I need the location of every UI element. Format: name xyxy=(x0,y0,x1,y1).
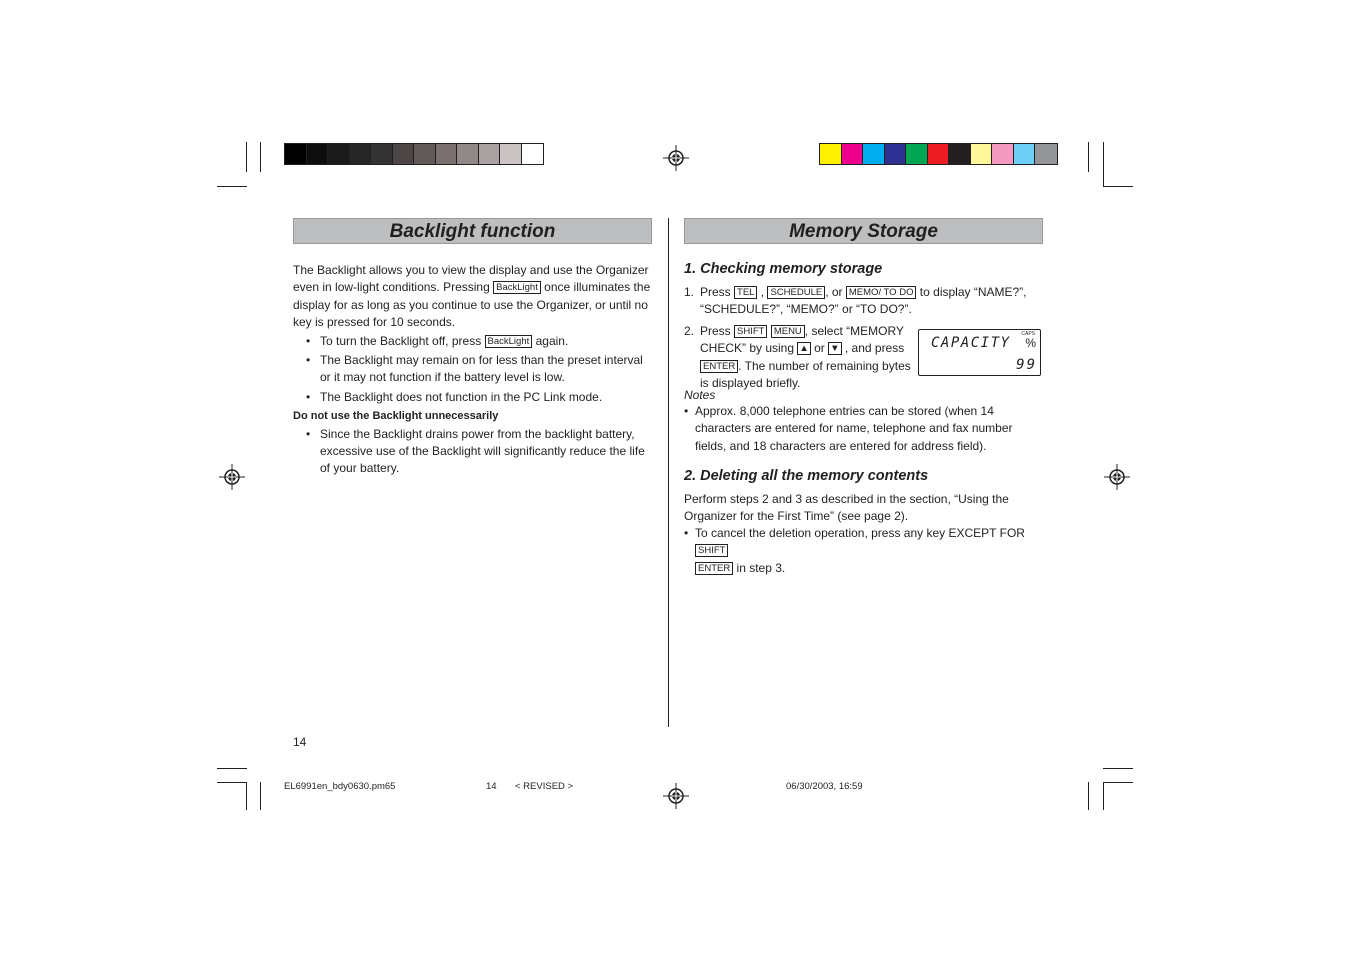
step-text: , select “MEMORY CHECK” by using xyxy=(700,324,904,356)
color-swatch xyxy=(949,144,971,164)
registration-mark-icon xyxy=(1104,464,1130,490)
color-swatch xyxy=(992,144,1014,164)
backlight-intro xyxy=(293,262,653,332)
crop-mark xyxy=(1103,768,1133,769)
step-number: 2. xyxy=(684,324,695,338)
footer-filename: EL6991en_bdy0630.pm65 xyxy=(284,781,396,792)
schedule-key: SCHEDULE xyxy=(767,286,825,299)
registration-mark-icon xyxy=(663,783,689,809)
enter-key: ENTER xyxy=(700,360,738,373)
footer-page: 14 xyxy=(486,781,497,792)
note-text: To cancel the deletion operation, press any key EXCEPT FOR xyxy=(695,526,1025,540)
color-swatch xyxy=(971,144,993,164)
tel-key: TEL xyxy=(734,286,757,299)
color-swatch xyxy=(479,144,501,164)
step-1 xyxy=(684,284,1040,319)
step-text: . The number of remaining bytes is displayed briefly. xyxy=(700,358,911,391)
backlight-key: BackLight xyxy=(493,281,541,294)
color-swatch xyxy=(500,144,522,164)
color-swatch xyxy=(350,144,372,164)
footer-date: 06/30/2003, 16:59 xyxy=(786,781,863,792)
color-swatch xyxy=(285,144,307,164)
page-number: 14 xyxy=(293,735,307,749)
step-number: 1. xyxy=(684,285,695,299)
registration-mark-icon xyxy=(219,464,245,490)
menu-key: MENU xyxy=(771,325,805,338)
color-swatch xyxy=(307,144,329,164)
bullet-text: The Backlight may remain on for less than the preset interval or it may not function if the battery level is low. xyxy=(320,353,643,385)
step-text: to display “NAME?”, “SCHEDULE?”, “MEMO?” or “TO DO?”. xyxy=(700,285,1027,317)
crop-mark xyxy=(1088,782,1089,810)
crop-mark xyxy=(217,782,247,783)
section-deleting-body: Perform steps 2 and 3 as described in the section, “Using the Organizer for the First Time” (see page 2). xyxy=(684,492,1009,524)
color-swatch xyxy=(436,144,458,164)
warning-heading: Do not use the Backlight unnecessarily xyxy=(293,410,499,423)
note-text: in step 3. xyxy=(733,560,786,575)
crop-mark xyxy=(217,768,247,769)
color-swatch xyxy=(1035,144,1057,164)
step-text: , and press xyxy=(841,341,905,356)
footer-revised: < REVISED > xyxy=(515,781,574,792)
crop-mark xyxy=(1103,186,1133,187)
bullet-text: To turn the Backlight off, press xyxy=(320,333,485,348)
section-deleting-heading: 2. Deleting all the memory contents xyxy=(684,468,929,484)
backlight-body xyxy=(293,262,653,478)
intro-text: once illuminates the display for as long as you continue to use the Organizer, or until no key is pressed for 10 seconds. xyxy=(293,280,651,330)
crop-mark xyxy=(1103,142,1104,186)
color-swatch xyxy=(885,144,907,164)
lcd-text: CAPACITY xyxy=(931,335,1011,351)
intro-text: The Backlight allows you to view the display and use the Organizer even in low-light conditions. Pressing xyxy=(293,263,649,295)
step-text: or xyxy=(810,341,829,356)
note-1: • Approx. 8,000 telephone entries can be stored (when 14 characters are entered for name, telephone and fax number fields, and 18 characters are entered for address field). xyxy=(684,403,1044,455)
color-swatch xyxy=(371,144,393,164)
lcd-caps-indicator: CAPS xyxy=(1021,331,1035,337)
color-swatch xyxy=(414,144,436,164)
down-arrow-key: ▼ xyxy=(830,343,840,355)
cmyk-color-bar xyxy=(819,143,1058,165)
shift-key: SHIFT xyxy=(734,325,767,338)
note-text: Approx. 8,000 telephone entries can be stored (when 14 characters are entered for name, telephone and fax number fields, and 18 characters are entered for address field). xyxy=(695,404,1013,453)
color-swatch xyxy=(393,144,415,164)
shift-key: SHIFT xyxy=(695,544,728,557)
memo-todo-key: MEMO/ TO DO xyxy=(846,286,917,299)
grayscale-color-bar xyxy=(284,143,544,165)
note-2: • To cancel the deletion operation, press any key EXCEPT FOR SHIFT ENTER in step 3. xyxy=(684,526,1025,575)
enter-key: ENTER xyxy=(695,562,733,575)
crop-mark xyxy=(246,142,247,172)
lcd-percent: % xyxy=(1025,336,1036,350)
notes-label: Notes xyxy=(684,388,716,402)
memory-storage-heading: Memory Storage xyxy=(684,218,1043,244)
color-swatch xyxy=(842,144,864,164)
color-swatch xyxy=(863,144,885,164)
step-2 xyxy=(684,323,916,393)
step-text: , xyxy=(757,285,768,299)
crop-mark xyxy=(217,186,247,187)
color-swatch xyxy=(522,144,544,164)
section-checking-heading: 1. Checking memory storage xyxy=(684,261,883,277)
color-swatch xyxy=(457,144,479,164)
crop-mark xyxy=(260,142,261,172)
crop-mark xyxy=(260,782,261,810)
backlight-heading: Backlight function xyxy=(293,218,652,244)
step-text: , or xyxy=(825,285,846,299)
color-swatch xyxy=(1014,144,1036,164)
color-swatch xyxy=(328,144,350,164)
crop-mark xyxy=(1103,782,1133,783)
color-swatch xyxy=(820,144,842,164)
bullet-text: Since the Backlight drains power from the backlight battery, excessive use of the Backlight will significantly reduce the life of your battery. xyxy=(320,426,645,476)
step-text: Press xyxy=(700,324,735,338)
lcd-display xyxy=(918,329,1041,376)
crop-mark xyxy=(246,782,247,810)
crop-mark xyxy=(1103,782,1104,810)
bullet-text: The Backlight does not function in the PC Link mode. xyxy=(320,389,603,404)
backlight-key: BackLight xyxy=(485,335,533,348)
lcd-value: 99 xyxy=(1016,357,1037,373)
column-divider xyxy=(668,218,669,727)
bullet-text: again. xyxy=(532,333,569,348)
list-item xyxy=(293,333,653,350)
list-item xyxy=(293,426,653,478)
registration-mark-icon xyxy=(663,145,689,171)
color-swatch xyxy=(906,144,928,164)
up-arrow-key: ▲ xyxy=(799,343,809,355)
color-swatch xyxy=(928,144,950,164)
crop-mark xyxy=(1088,142,1089,172)
list-item xyxy=(293,389,653,406)
step-text: Press xyxy=(700,285,735,299)
list-item xyxy=(293,352,653,387)
